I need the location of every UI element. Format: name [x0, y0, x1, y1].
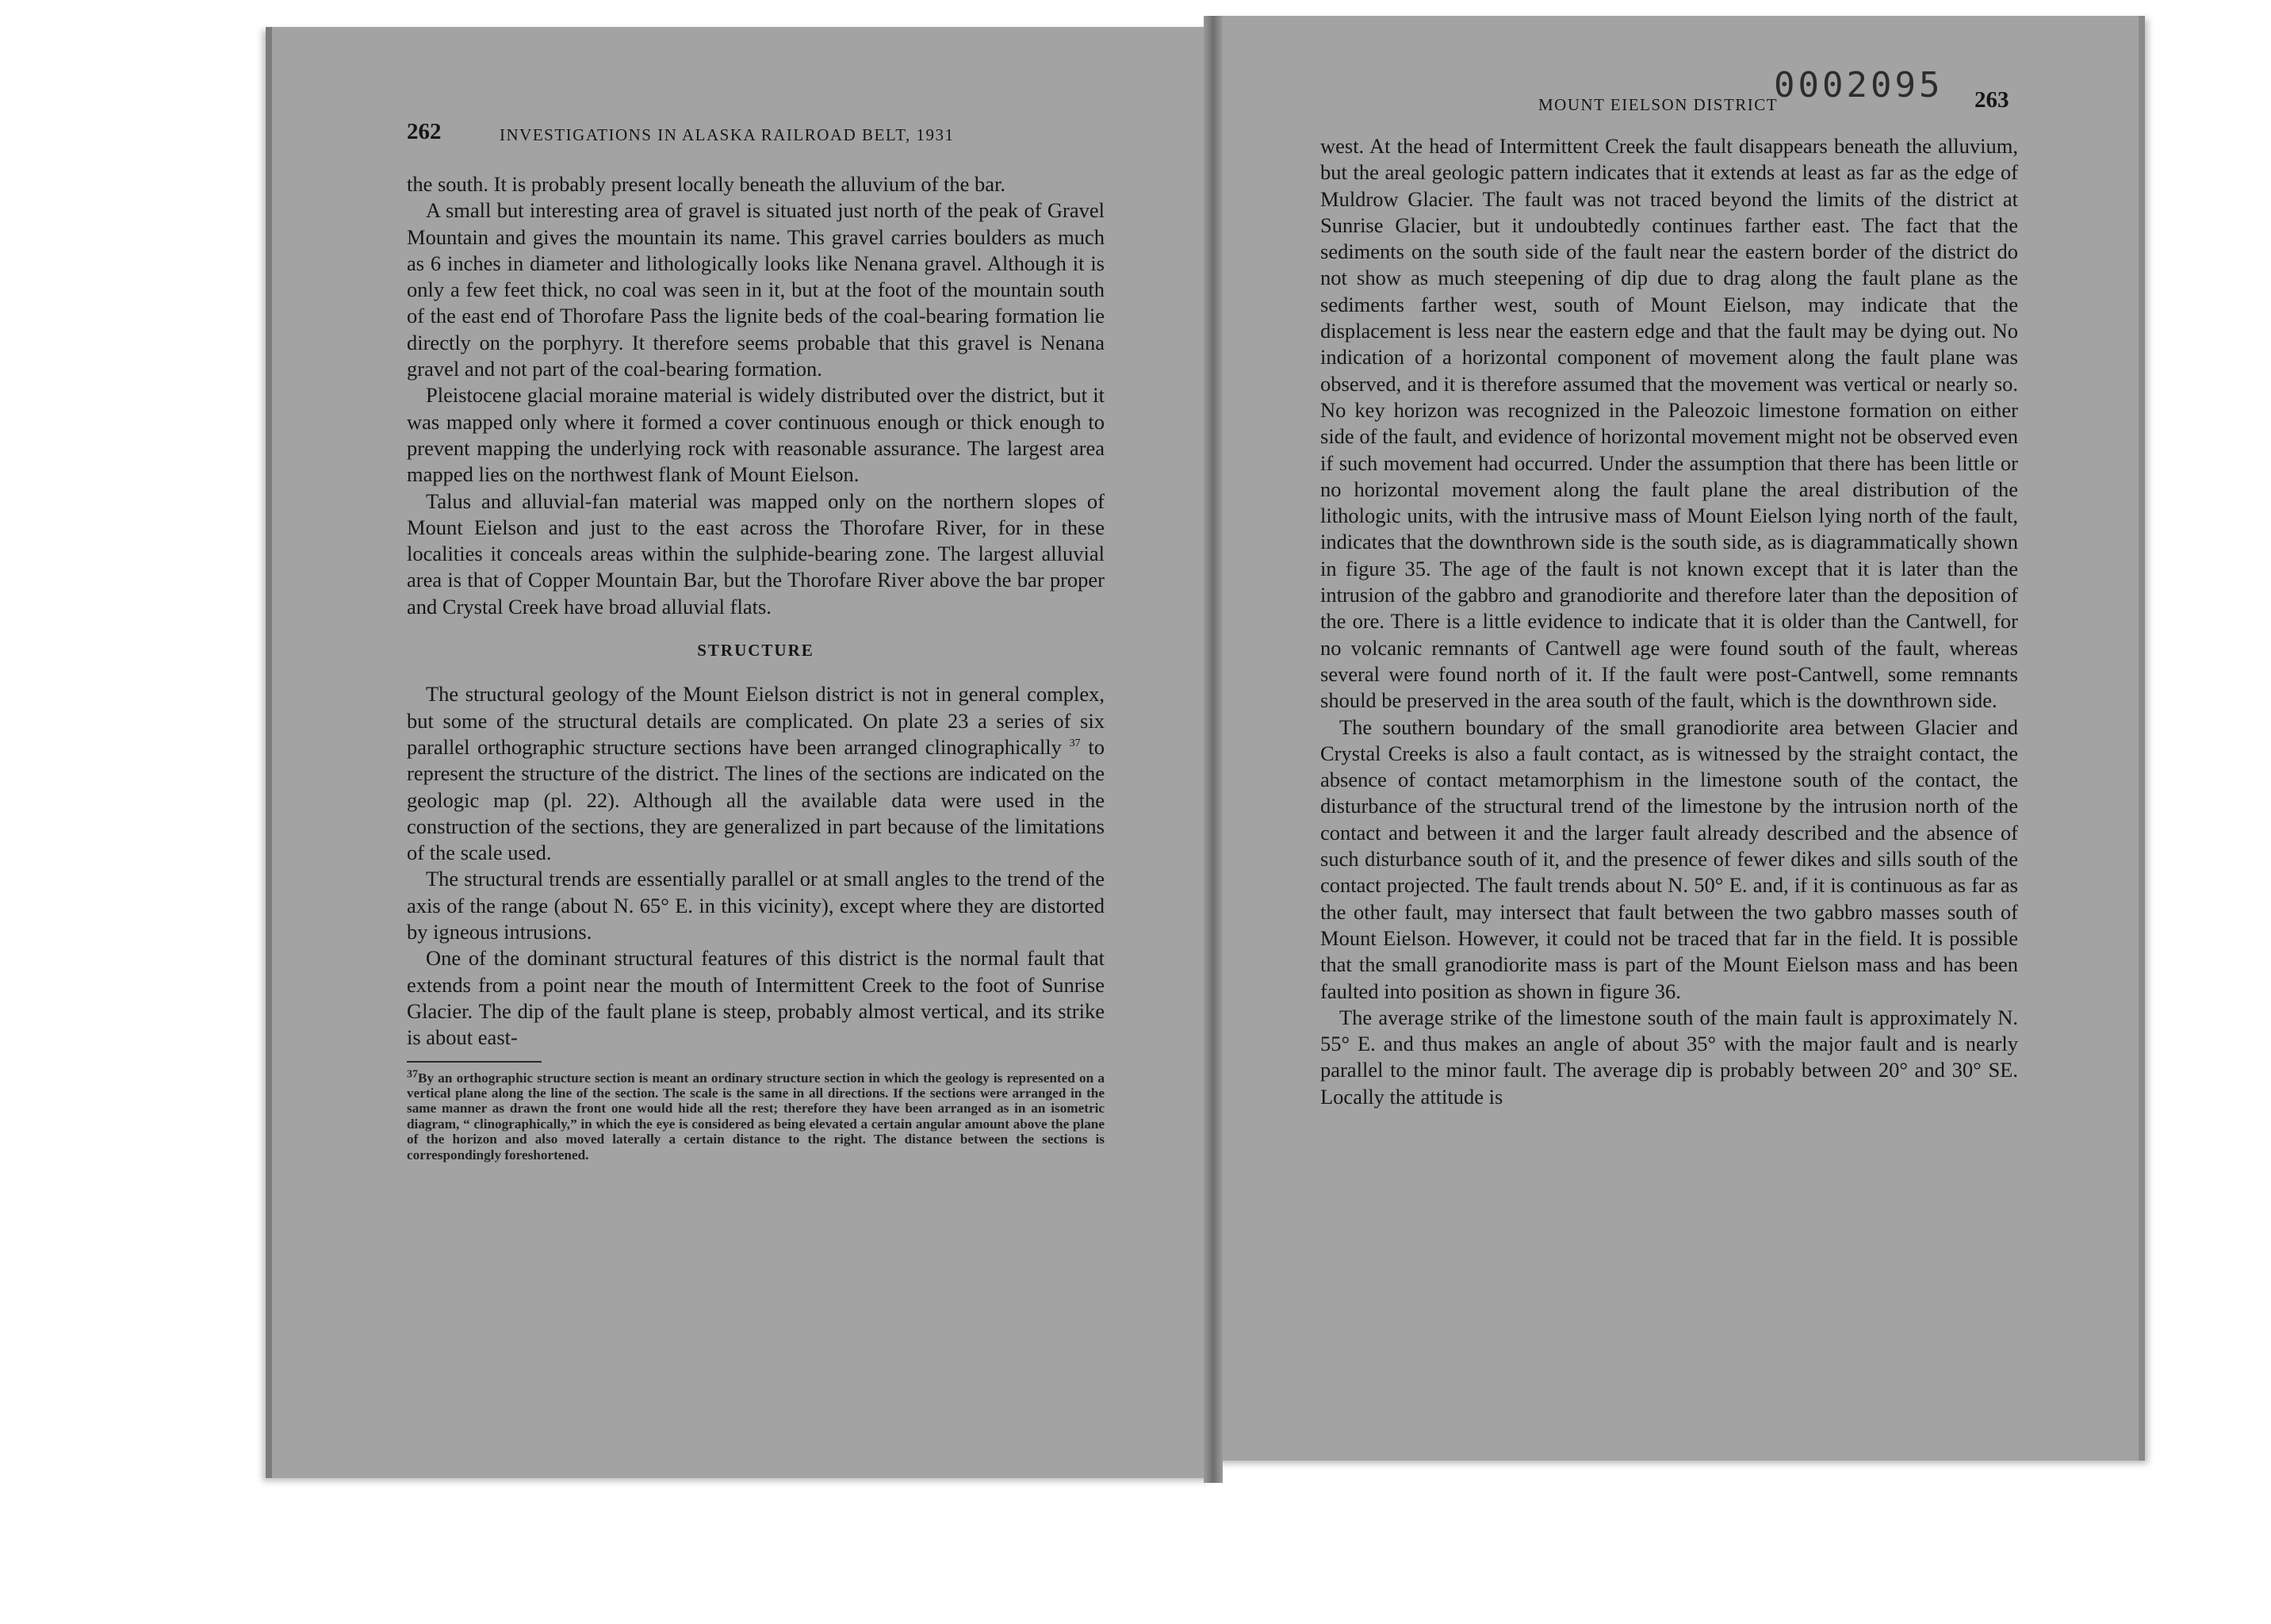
paragraph: One of the dominant structural features of this district is the normal fault that extends from a point near the mouth of Intermittent Creek to the foot of Sunrise Glacier. The dip of the fault plane is steep, probably almost vertical, and its strike is about east- — [407, 946, 1105, 1050]
footnote-text: By an orthographic structure section is meant an ordinary structure section in which the geology is represented on a vertical plane along the line of the section. The scale is the same in all directions. If the sections were arranged in the same manner as drawn the front one would hide all the rest; therefore they have been arranged as in an isometric diagram, “ clinographically,” in which the eye is considered as being elevated a certain angular amount above the plane of the horizon and also moved laterally a certain distance to the right. The distance between the sections is correspondingly foreshortened. — [407, 1070, 1105, 1162]
paragraph: The average strike of the limestone south of the main fault is approximately N. 55° E. and thus makes an angle of about 35° with the major fault and is nearly parallel to the minor fault. The average dip is probably between 20° and 30° SE. Locally the attitude is — [1320, 1005, 2018, 1109]
page-number: 263 — [1974, 87, 2009, 113]
book-gutter — [1204, 16, 1223, 1483]
archive-stamp: 0002095 — [1774, 65, 1944, 105]
paragraph: A small but interesting area of gravel is situated just north of the peak of Gravel Mountain and gives the mountain its name. This gravel carries boulders as much as 6 inches in diameter and lithologically looks like Nenana gravel. Although it is only a few feet thick, no coal was seen in it, but at the foot of the mountain south of the east end of Thorofare Pass the lignite beds of the coal-bearing formation lie directly on the porphyry. It therefore seems probable that this gravel is Nenana gravel and not part of the coal-bearing formation. — [407, 198, 1105, 381]
left-page — [266, 27, 1213, 1478]
footnote — [407, 1067, 1105, 1162]
footnote-mark: 37 — [407, 1067, 418, 1080]
section-heading: STRUCTURE — [697, 641, 814, 661]
page-number: 262 — [407, 119, 442, 144]
paragraph: the south. It is probably present locally beneath the alluvium of the bar. — [407, 172, 1006, 196]
paragraph-text: The structural geology of the Mount Eielson district is not in general complex, but some of the structural details are complicated. On plate 23 a series of six parallel orthographic structure sections have been arranged clinographically — [407, 682, 1105, 759]
body-text — [407, 171, 1105, 1162]
running-head: INVESTIGATIONS IN ALASKA RAILROAD BELT, 1931 — [500, 125, 955, 144]
paragraph: Talus and alluvial-fan material was mapped only on the northern slopes of Mount Eielson and just to the east across the Thorofare River, for in these localities it conceals areas within the sulphide-bearing zone. The largest alluvial area is that of Copper Mountain Bar, but the Thorofare River above the bar proper and Crystal Creek have broad alluvial flats. — [407, 488, 1105, 619]
paragraph — [407, 681, 1105, 866]
footnote-rule — [407, 1061, 542, 1063]
paragraph: Pleistocene glacial moraine material is widely distributed over the district, but it was mapped only where it formed a cover continuous enough or thick enough to prevent mapping the underlying rock with reasonable assurance. The largest area mapped lies on the northwest flank of Mount Eielson. — [407, 383, 1105, 487]
paragraph-text: to represent the structure of the district. The lines of the sections are indicated on the geologic map (pl. 22). Although all the available data were used in the construction of the sections, they are generalized in part because of the limitations of the scale used. — [407, 734, 1105, 865]
paragraph: The southern boundary of the small granodiorite area between Glacier and Crystal Creeks is also a fault contact, as is witnessed by the straight contact, the absence of contact metamorphism in the limestone south of the contact, the disturbance of the structural trend of the limestone by the intrusion north of the contact and between it and the larger fault already described and the absence of such disturbance south of it, and the presence of fewer dikes and sills south of the contact projected. The fault trends about N. 50° E. and, if it is continuous as far as the other fault, may intersect that fault between the two gabbro masses south of Mount Eielson. However, it could not be traced that far in the field. It is possible that the small granodiorite mass is part of the Mount Eielson mass and has been faulted into position as shown in figure 36. — [1320, 714, 2018, 1003]
right-page — [1213, 16, 2145, 1461]
paragraph: The structural trends are essentially parallel or at small angles to the trend of the axis of the range (about N. 65° E. in this vicinity), except where they are distorted by igneous intrusions. — [407, 867, 1105, 944]
paragraph: west. At the head of Intermittent Creek the fault disappears beneath the alluvium, but the areal geologic pattern indicates that it extends at least as far as the edge of Muldrow Glacier. The fault was not traced beyond the limits of the district at Sunrise Glacier, but it undoubtedly continues farther east. The fact that the sediments on the south side of the fault near the eastern border of the district do not show as much steepening of dip due to drag along the fault plane as the sediments farther west, south of Mount Eielson, may indicate that the displacement is less near the eastern edge and that the fault may be dying out. No indication of a horizontal component of movement along the fault plane was observed, and it is therefore assumed that the movement was vertical or nearly so. No key horizon was recognized in the Paleozoic limestone formation on either side of the fault, and evidence of horizontal movement might not be observed even if such movement had occurred. Under the assumption that there has been little or no horizontal movement along the fault plane the areal distribution of the lithologic units, with the intrusive mass of Mount Eielson lying north of the fault, indicates that the downthrown side is the south side, as is diagrammatically shown in figure 35. The age of the fault is not known except that it is later than the intrusion of the gabbro and granodiorite and therefore later than the deposition of the ore. There is a little evidence to indicate that it is older than the Cantwell, for no volcanic remnants of Cantwell age were found south of the fault, whereas several were found north of it. If the fault were post-Cantwell, some remnants should be preserved in the area south of the fault, which is the downthrown side. — [1320, 134, 2018, 713]
running-head: MOUNT EIELSON DISTRICT — [1538, 95, 1779, 114]
footnote-reference: 37 — [1069, 737, 1081, 750]
body-text — [1320, 133, 2018, 1110]
